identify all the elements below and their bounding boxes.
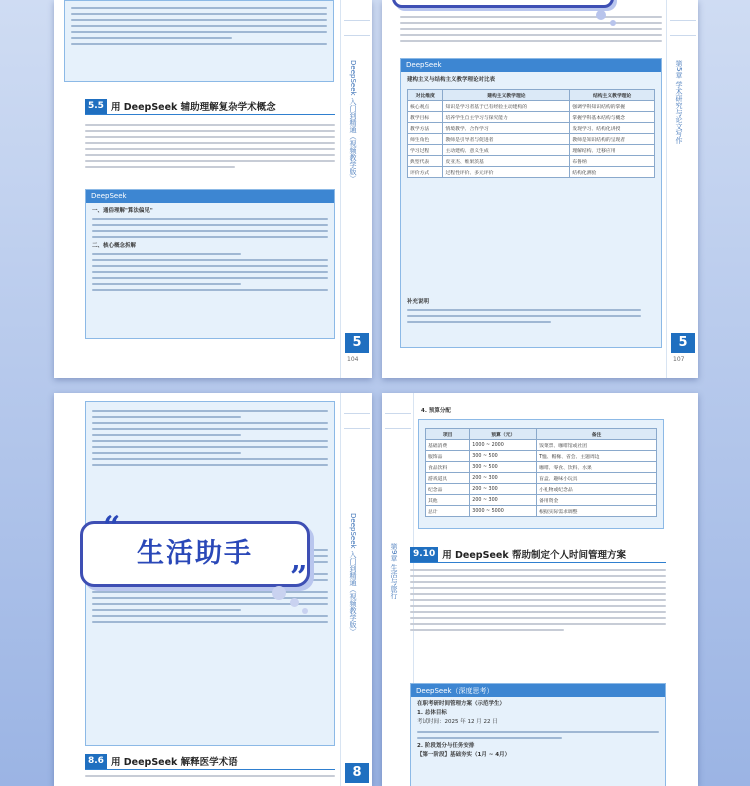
- chapter-number-tab: 5: [345, 333, 369, 353]
- side-running-title: 第9章 生活与旅行: [390, 543, 398, 599]
- page-side-tab: [340, 393, 372, 786]
- table-cell: 核心观点: [408, 101, 443, 112]
- section-title: 用 DeepSeek 帮助制定个人时间管理方案: [442, 550, 626, 561]
- table-cell: 教师是引导者与促进者: [443, 134, 570, 145]
- chapter-number-tab: 8: [345, 763, 369, 783]
- table-cell: 师生角色: [408, 134, 443, 145]
- table-row: [426, 440, 657, 451]
- deepseek-answer-box: [400, 58, 662, 348]
- table-cell: 饭菜票、咖啡馆或社团: [537, 440, 657, 451]
- body-paragraph: [85, 120, 335, 171]
- bubble-dots-decoration: [272, 586, 332, 626]
- table-cell: 3000 ~ 5000: [470, 506, 537, 517]
- budget-table: [425, 428, 657, 517]
- plan-stage-heading: 2. 阶段划分与任务安排: [417, 743, 475, 749]
- table-cell: 200 ~ 300: [470, 484, 537, 495]
- speech-bubble-decoration: [392, 0, 614, 8]
- table-header: 预算（元）: [470, 429, 537, 440]
- box-header: DeepSeek: [401, 59, 661, 72]
- table-cell: 300 ~ 500: [470, 451, 537, 462]
- comparison-table: [407, 89, 655, 178]
- table-cell: 评价方式: [408, 167, 443, 178]
- table-cell: 掌握学科基本结构与概念: [570, 112, 655, 123]
- table-cell: 情境教学、合作学习: [443, 123, 570, 134]
- table-cell: 结构化测验: [570, 167, 655, 178]
- table-header: 建构主义教学理论: [443, 90, 570, 101]
- box-header: DeepSeek: [86, 190, 334, 203]
- table-row: [426, 495, 657, 506]
- table-row: [408, 145, 655, 156]
- plan-title: 在职考研时间管理方案（示范学生）: [417, 701, 506, 707]
- table-cell: 发现学习、结构化讲授: [570, 123, 655, 134]
- table-header: 结构主义教学理论: [570, 90, 655, 101]
- box-header: DeepSeek（深度思考）: [411, 684, 665, 697]
- table-row: [408, 101, 655, 112]
- section-heading: [85, 98, 335, 115]
- table-cell: 主动建构、意义生成: [443, 145, 570, 156]
- budget-box: [418, 408, 664, 529]
- page-side-tab: [666, 0, 698, 378]
- section-heading: [410, 546, 666, 563]
- prompt-answer-box: [85, 189, 335, 339]
- chapter-number-tab: 5: [671, 333, 695, 353]
- section-number: 8.6: [85, 754, 107, 769]
- table-row: [408, 156, 655, 167]
- table-cell: 咖啡、零食、饮料、水果: [537, 462, 657, 473]
- table-cell: 小礼物或纪念品: [537, 484, 657, 495]
- book-page-top-left: [54, 0, 372, 378]
- table-header: 项目: [426, 429, 470, 440]
- table-cell: 教学目标: [408, 112, 443, 123]
- table-cell: 教学方法: [408, 123, 443, 134]
- body-paragraph: [400, 12, 662, 45]
- table-cell: 游戏道具: [426, 473, 470, 484]
- section-number: 9.10: [410, 547, 438, 562]
- table-row: [426, 484, 657, 495]
- side-running-title: 第5章 学术研究与论文写作: [675, 60, 683, 144]
- page-number: 104: [347, 356, 359, 363]
- table-cell: 知识是学习者基于已有经验主动建构的: [443, 101, 570, 112]
- table-cell: 学习过程: [408, 145, 443, 156]
- table-cell: 皮亚杰、维果茨基: [443, 156, 570, 167]
- table-caption: 4. 预算分配: [421, 408, 451, 414]
- table-row: [408, 112, 655, 123]
- table-cell: 其他: [426, 495, 470, 506]
- table-cell: 过程性评价、多元评价: [443, 167, 570, 178]
- table-cell: 基础消费: [426, 440, 470, 451]
- side-running-title: DeepSeek 入门到精通（视频教学版）: [349, 60, 357, 182]
- table-cell: 典型代表: [408, 156, 443, 167]
- section-title: 用 DeepSeek 辅助理解复杂学术概念: [110, 102, 276, 113]
- open-quote-decoration: “: [103, 510, 121, 545]
- body-paragraph: [410, 565, 666, 634]
- book-page-top-right: [382, 0, 698, 378]
- table-cell: 备用资金: [537, 495, 657, 506]
- table-cell: 培养学生自主学习与探究能力: [443, 112, 570, 123]
- box-subheading: 二、核心概念拆解: [92, 243, 137, 249]
- side-running-title: DeepSeek 入门到精通（视频教学版）: [349, 513, 357, 635]
- table-cell: 300 ~ 500: [470, 462, 537, 473]
- section-number: 5.5: [85, 99, 107, 114]
- table-cell: 200 ~ 300: [470, 473, 537, 484]
- table-row: [408, 123, 655, 134]
- badge-text: 生活助手: [137, 538, 253, 569]
- table-cell: 总计: [426, 506, 470, 517]
- close-quote-decoration: ”: [290, 560, 308, 595]
- table-row: [408, 134, 655, 145]
- table-cell: 布鲁纳: [570, 156, 655, 167]
- table-cell: 根据实际需求调整: [537, 506, 657, 517]
- table-cell: 服饰品: [426, 451, 470, 462]
- table-row: [426, 451, 657, 462]
- book-page-bottom-right: [382, 393, 698, 786]
- table-cell: 200 ~ 300: [470, 495, 537, 506]
- page-side-tab: [340, 0, 372, 378]
- table-cell: 教师是知识结构的呈现者: [570, 134, 655, 145]
- table-header: 备注: [537, 429, 657, 440]
- table-cell: T恤、帽椽、省会、主题周边: [537, 451, 657, 462]
- page-number: 107: [673, 356, 685, 363]
- table-cell: 1000 ~ 2000: [470, 440, 537, 451]
- table-row: [426, 506, 657, 517]
- table-row: [426, 473, 657, 484]
- table-cell: 食品饮料: [426, 462, 470, 473]
- plan-exam-date: 考试时间：2025 年 12 月 22 日: [417, 719, 498, 725]
- table-header: 对比维度: [408, 90, 443, 101]
- plan-goal-heading: 1. 总体目标: [417, 710, 447, 716]
- table-row: [426, 462, 657, 473]
- table-cell: 纪念品: [426, 484, 470, 495]
- table-row: [408, 167, 655, 178]
- table-title: 建构主义与结构主义教学理论对比表: [407, 77, 496, 83]
- table-cell: 盲盒、趣味小玩具: [537, 473, 657, 484]
- summary-label: 补充说明: [407, 299, 430, 305]
- box-heading: 一、通俗理解"算法偏见": [92, 208, 153, 214]
- table-cell: 理解结构、迁移应用: [570, 145, 655, 156]
- section-title: 用 DeepSeek 解释医学术语: [110, 757, 238, 768]
- plan-stage-one: 【第一阶段】基础夯实（1月 ~ 4月）: [417, 752, 511, 758]
- deepseek-plan-box: [410, 683, 666, 786]
- body-paragraph: [85, 771, 335, 780]
- answer-box-continued: [64, 0, 334, 82]
- section-heading: [85, 753, 335, 770]
- table-cell: 强调学科知识结构的掌握: [570, 101, 655, 112]
